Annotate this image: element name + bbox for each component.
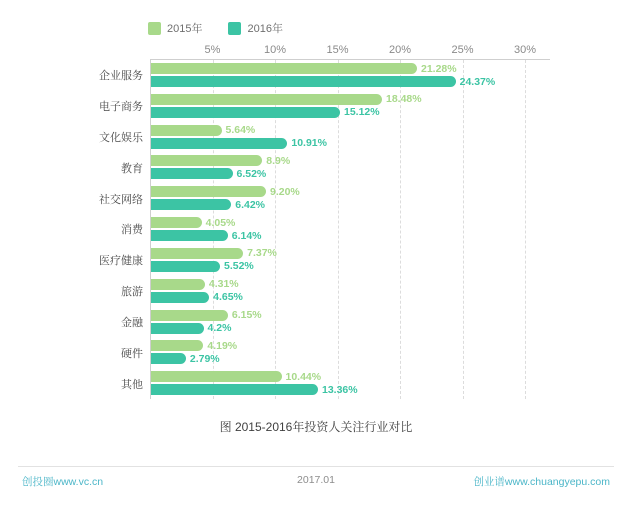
category-label: 硬件 xyxy=(121,347,143,360)
bar-row xyxy=(151,107,550,118)
category-label: 社交网络 xyxy=(99,193,143,206)
bar-group xyxy=(99,124,550,150)
footer-right-source: 创业谱www.chuangyepu.com xyxy=(473,476,610,488)
bar[interactable] xyxy=(151,168,233,179)
bar-group xyxy=(99,62,550,88)
bar-row xyxy=(151,353,550,364)
bar[interactable] xyxy=(151,76,456,87)
bar-row xyxy=(151,168,550,179)
bar-row xyxy=(151,186,550,197)
category-label: 其他 xyxy=(121,378,143,391)
bar-row xyxy=(151,340,550,351)
bar-value-label: 10.44% xyxy=(285,370,322,383)
x-tick-label: 10% xyxy=(263,44,287,56)
bar-group xyxy=(99,247,550,273)
footer-divider xyxy=(18,466,614,467)
chart-plot-area xyxy=(99,44,550,399)
bar-group xyxy=(99,185,550,211)
bar[interactable] xyxy=(151,155,262,166)
bar[interactable] xyxy=(151,323,204,334)
category-label: 旅游 xyxy=(121,286,143,299)
bar-group xyxy=(99,93,550,119)
bar-row xyxy=(151,125,550,136)
bar-value-label: 5.52% xyxy=(224,260,254,273)
bar[interactable] xyxy=(151,125,222,136)
bar[interactable] xyxy=(151,353,186,364)
bar-value-label: 18.48% xyxy=(386,93,422,106)
legend-item-2015 xyxy=(148,20,202,36)
bar[interactable] xyxy=(151,199,231,210)
bar[interactable] xyxy=(151,230,228,241)
bar-row xyxy=(151,217,550,228)
bar[interactable] xyxy=(151,261,220,272)
bar-value-label: 15.12% xyxy=(344,106,380,119)
bar-value-label: 5.64% xyxy=(225,124,256,137)
bar-value-label: 8.9% xyxy=(266,154,291,167)
bar-value-label: 4.19% xyxy=(207,339,238,352)
bar-value-label: 6.15% xyxy=(231,309,262,322)
bar-groups xyxy=(99,60,550,399)
x-tick-label: 5% xyxy=(204,44,221,56)
x-tick-label: 20% xyxy=(388,44,412,56)
legend-item-2016 xyxy=(228,20,282,36)
bar[interactable] xyxy=(151,186,266,197)
bar-value-label: 10.91% xyxy=(291,137,327,150)
bar-group xyxy=(121,339,550,365)
footer xyxy=(0,474,632,498)
bar-value-label: 4.31% xyxy=(208,278,239,291)
bar[interactable] xyxy=(151,279,205,290)
bar-group xyxy=(121,216,550,242)
bar-value-label: 6.14% xyxy=(231,229,262,242)
x-tick-label: 25% xyxy=(451,44,474,56)
bar-row xyxy=(151,371,550,382)
bar[interactable] xyxy=(151,248,243,259)
bar[interactable] xyxy=(151,292,209,303)
bar-value-label: 13.36% xyxy=(322,383,358,396)
bar-row xyxy=(151,248,550,259)
chart-caption: 图 2015-2016年投资人关注行业对比 xyxy=(219,420,413,434)
legend-swatch-2016 xyxy=(228,22,241,35)
bar[interactable] xyxy=(151,138,287,149)
bar-row xyxy=(151,155,550,166)
bar[interactable] xyxy=(151,340,203,351)
bar-row xyxy=(151,384,550,395)
category-label: 文化娱乐 xyxy=(99,132,143,145)
legend-label-2015: 2015年 xyxy=(167,23,203,35)
bar-value-label: 4.65% xyxy=(213,291,243,304)
bar-row xyxy=(151,261,550,272)
bar-row xyxy=(151,138,550,149)
bar-value-label: 7.37% xyxy=(247,247,277,260)
footer-date: 2017.01 xyxy=(297,474,335,486)
legend-swatch-2015 xyxy=(148,22,161,35)
category-label: 医疗健康 xyxy=(99,255,143,268)
category-label: 电子商务 xyxy=(99,101,143,114)
category-label: 企业服务 xyxy=(99,70,143,83)
bar-row xyxy=(151,199,550,210)
bar-row xyxy=(151,292,550,303)
footer-left-source: 创投圈www.vc.cn xyxy=(22,476,104,488)
bar[interactable] xyxy=(151,107,340,118)
bar-row xyxy=(151,323,550,334)
category-label: 教育 xyxy=(121,162,143,175)
chart-legend xyxy=(148,20,283,36)
bar-value-label: 2.79% xyxy=(189,352,220,365)
bar-value-label: 6.52% xyxy=(236,167,267,180)
bar-group xyxy=(121,309,550,335)
bar-row xyxy=(151,310,550,321)
bar-row xyxy=(151,94,550,105)
bar-value-label: 4.2% xyxy=(207,322,232,335)
bar-group xyxy=(121,278,550,304)
bar-row xyxy=(151,63,550,74)
bar-value-label: 6.42% xyxy=(235,198,266,211)
bar-value-label: 4.05% xyxy=(205,216,236,229)
bar-value-label: 9.20% xyxy=(270,185,300,198)
bar[interactable] xyxy=(151,310,228,321)
bar-value-label: 21.28% xyxy=(421,62,457,75)
bar-row xyxy=(151,230,550,241)
category-label: 消费 xyxy=(121,224,143,237)
bar[interactable] xyxy=(151,63,417,74)
bar-value-label: 24.37% xyxy=(459,75,496,88)
legend-label-2016: 2016年 xyxy=(247,23,283,35)
bar[interactable] xyxy=(151,94,382,105)
bar[interactable] xyxy=(151,217,202,228)
x-tick-label: 15% xyxy=(326,44,349,56)
bar-group xyxy=(121,370,550,396)
bar[interactable] xyxy=(151,371,282,382)
x-tick-label: 30% xyxy=(513,44,537,56)
bar-row xyxy=(151,279,550,290)
category-label: 金融 xyxy=(121,316,143,329)
bar[interactable] xyxy=(151,384,318,395)
bar-row xyxy=(151,76,550,87)
bar-group xyxy=(121,154,550,180)
